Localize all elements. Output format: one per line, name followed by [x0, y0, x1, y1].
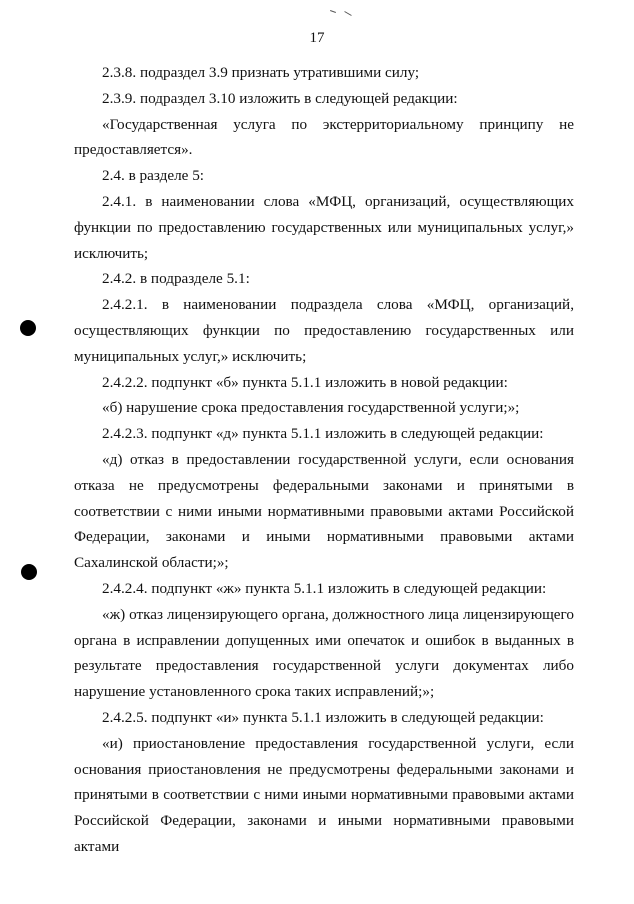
paragraph-subitem-i: «и) приостановление предоставления государственной услуги, если основания приостановления не предусмотрены федеральными законами и принятыми в соответствии с ними иными нормативными правовыми актами Российской Федерации, законами и иными нормативными правовыми актами — [74, 734, 574, 855]
paragraph-subitem-b: «б) нарушение срока предоставления государственной услуги;»; — [102, 399, 520, 417]
paragraph-2-4: 2.4. в разделе 5: — [102, 167, 205, 185]
paragraph-2-4-2-1: 2.4.2.1. в наименовании подраздела слова «МФЦ, организаций, осуществляющих функции по предоставлению государственных или муниципальных услуг,» исключить; — [74, 296, 574, 365]
page-number: 17 — [309, 30, 325, 46]
paragraph-2-4-2-5: 2.4.2.5. подпункт «и» пункта 5.1.1 изложить в следующей редакции: — [102, 708, 544, 726]
paragraph-2-4-2-3: 2.4.2.3. подпункт «д» пункта 5.1.1 изложить в следующей редакции: — [102, 425, 544, 443]
punch-hole — [21, 564, 37, 580]
paragraph-subitem-zh: «ж) отказ лицензирующего органа, должностного лица лицензирующего органа в исправлении допущенных ими опечаток и ошибок в выданных в результате предоставления государственной услуги документах либо нарушение установленного срока таких исправлений;»; — [74, 605, 574, 701]
paragraph-2-4-2-2: 2.4.2.2. подпункт «б» пункта 5.1.1 изложить в новой редакции: — [102, 373, 508, 391]
punch-hole — [20, 320, 36, 336]
paragraph-2-4-1: 2.4.1. в наименовании слова «МФЦ, организаций, осуществляющих функции по предоставлению государственных или муниципальных услуг,» исключить; — [74, 192, 574, 262]
document-body — [74, 60, 574, 860]
paragraph-subitem-d: «д) отказ в предоставлении государственной услуги, если основания отказа не предусмотрены федеральными законами и принятыми в соответствии с ними иными нормативными правовыми актами Российской Федерации, законами и иными нормативными правовыми актами Сахалинской области;»; — [74, 450, 574, 572]
paragraph-2-3-8: 2.3.8. подраздел 3.9 признать утратившими силу; — [102, 64, 420, 81]
paragraph-2-4-2: 2.4.2. в подразделе 5.1: — [102, 270, 250, 288]
scan-speck — [344, 11, 351, 16]
paragraph-quote-extraterritorial: «Государственная услуга по экстерриториальному принципу не предоставляется». — [74, 115, 574, 159]
paragraph-2-4-2-4: 2.4.2.4. подпункт «ж» пункта 5.1.1 изложить в следующей редакции: — [102, 579, 547, 597]
scan-speck — [330, 10, 336, 13]
paragraph-2-3-9: 2.3.9. подраздел 3.10 изложить в следующей редакции: — [102, 89, 458, 107]
